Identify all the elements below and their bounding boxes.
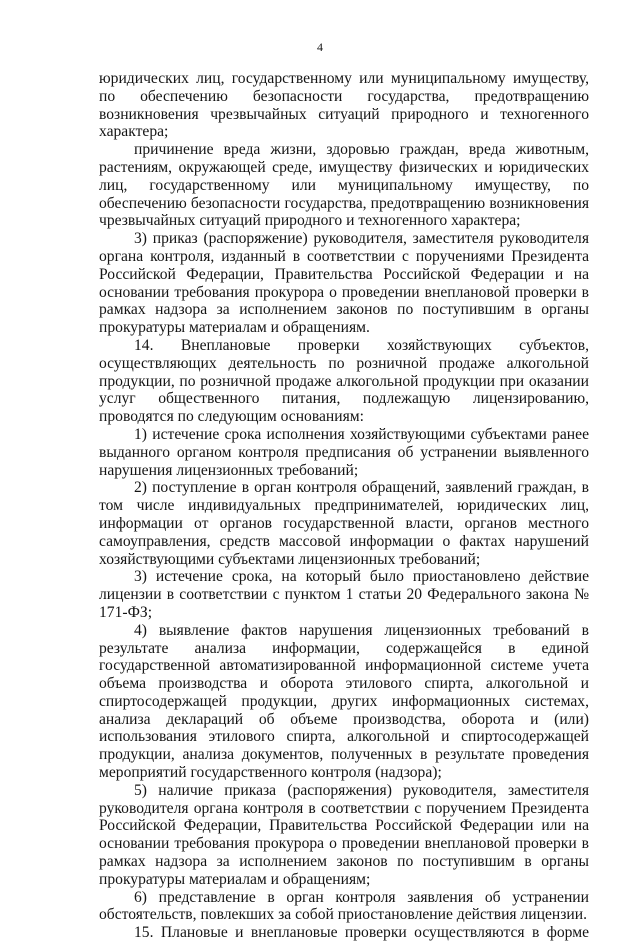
paragraph-item-3: 3) истечение срока, на который было приостановлено действие лицензии в соответствии с пунктом 1 статьи 20 Федерального закона № 171-ФЗ; [99, 568, 589, 621]
paragraph-item-1: 1) истечение срока исполнения хозяйствующими субъектами ранее выданного органом контроля предписания об устранении выявленного нарушения лицензионных требований; [99, 425, 589, 479]
paragraph-item-5: 5) наличие приказа (распоряжения) руководителя, заместителя руководителя органа контроля в соответствии с поручением Президента Российской Федерации, Правительства Российской Федерации или на основании требования прокурора о проведении внеплановой проверки в рамках надзора за исполнением законов по поступившим в органы прокуратуры материалам и обращениям; [99, 781, 589, 888]
paragraph-continuation: юридических лиц, государственному или муниципальному имуществу, по обеспечению безопасности государства, предотвращению возникновения чрезвычайных ситуаций природного и техногенного характера; [99, 70, 589, 141]
paragraph-section-15: 15. Плановые и внеплановые проверки осуществляются в форме [134, 924, 589, 942]
paragraph-item-4: 4) выявление фактов нарушения лицензионных требований в результате анализа информации, содержащейся в единой государственной автоматизированной информационной системе учета объема производства и оборота этилового спирта, алкогольной и спиртосодержащей продукции, других информационных системах, анализа деклараций об объеме производства, оборота и (или) использования этилового спирта, алкогольной и спиртосодержащей продукции, анализа документов, полученных в результате проведения мероприятий государственного контроля (надзора); [99, 621, 589, 782]
paragraph-section-14: 14. Внеплановые проверки хозяйствующих субъектов, осуществляющих деятельность по розничной продаже алкогольной продукции, по розничной продаже алкогольной продукции при оказании услуг общественного питания, подлежащую лицензированию, проводятся по следующим основаниям: [99, 336, 589, 426]
paragraph-item-3-order: 3) приказ (распоряжение) руководителя, заместителя руководителя органа контроля, изданный в соответствии с поручениями Президента Российской Федерации, Правительства Российской Федерации и на основании требования прокурора о проведении внеплановой проверки в рамках надзора за исполнением законов по поступившим в органы прокуратуры материалам и обращениям. [99, 230, 589, 337]
paragraph-item-6: 6) представление в орган контроля заявления об устранении обстоятельств, повлекших за собой приостановление действия лицензии. [99, 888, 589, 924]
paragraph-item-2: 2) поступление в орган контроля обращений, заявлений граждан, в том числе индивидуальных предпринимателей, юридических лиц, информации от органов государственной власти, органов местного самоуправления, средств массовой информации о фактах нарушений хозяйствующими субъектами лицензионных требований; [99, 479, 589, 568]
paragraph-harm-clause: причинение вреда жизни, здоровью граждан, вреда животным, растениям, окружающей среде, имуществу физических и юридических лиц, государственному или муниципальному имуществу, по обеспечению безопасности государства, предотвращению возникновения чрезвычайных ситуаций природного и техногенного характера; [99, 141, 589, 230]
page-number: 4 [317, 40, 323, 54]
document-body [99, 70, 589, 942]
